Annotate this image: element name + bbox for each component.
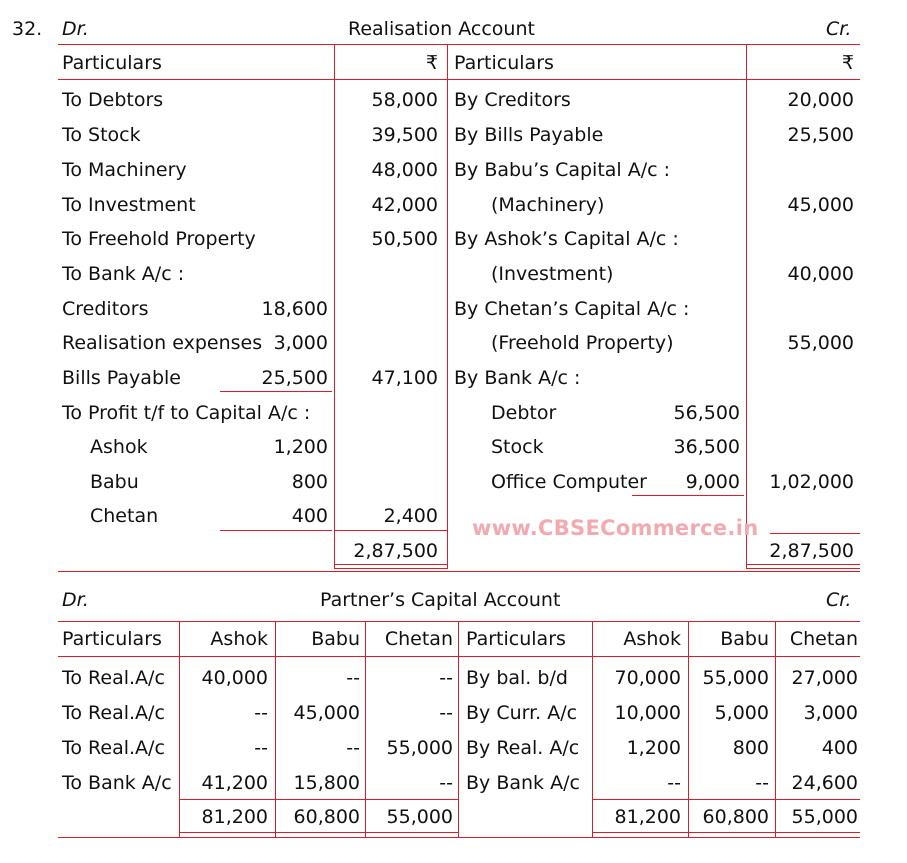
total-double-rule [746,564,860,565]
dr-row-amount: 42,000 [371,194,438,216]
table-cell: By Curr. A/c [466,702,578,724]
table-cell: -- [439,702,453,724]
subtotal-rule [220,391,332,392]
dr-row-amount: 2,400 [383,505,438,527]
column-header: Babu [311,628,360,650]
dr-row-amount: 48,000 [371,159,438,181]
table-cell: To Real.A/c [62,737,165,759]
table-cell: 70,000 [614,667,681,689]
dr-row-inner-amount: 3,000 [273,332,328,354]
dr-row-amount: 47,100 [371,367,438,389]
cr-row-label: Debtor [491,402,557,424]
column-header: Chetan [789,628,858,650]
table-cell: 55,000 [702,667,769,689]
cr-row-label: (Machinery) [491,194,605,216]
table-cell: 15,800 [293,772,360,794]
watermark: www.CBSECommerce.in [472,516,759,540]
question-number: 32. [12,18,43,40]
cr-row-label: (Freehold Property) [491,332,674,354]
total-cell: 60,800 [293,806,360,828]
dr-row-label: To Debtors [62,89,164,111]
dr-row-amount: 39,500 [371,124,438,146]
table-cell: 40,000 [201,667,268,689]
dr-row-label: Bills Payable [62,367,181,389]
column-header-particulars: Particulars [454,52,554,74]
table-cell: -- [439,667,453,689]
cr-row-label: By Chetan’s Capital A/c : [454,298,690,320]
total-top-rule [334,530,447,531]
column-divider [334,44,335,569]
column-header: Ashok [623,628,681,650]
dr-label: Dr. [62,18,89,40]
total-double-rule [746,568,860,569]
column-header: Babu [720,628,769,650]
total-top-rule [592,799,860,800]
dr-row-label: Ashok [90,436,148,458]
cr-row-label: (Investment) [491,263,614,285]
cr-row-inner-amount: 36,500 [673,436,740,458]
table-cell: 800 [732,737,769,759]
dr-row-label: Realisation expenses [62,332,263,354]
total-top-rule [770,533,860,534]
column-divider [458,621,459,838]
dr-row-amount: 58,000 [371,89,438,111]
table-cell: 10,000 [614,702,681,724]
header-bottom-rule [58,79,860,80]
column-header-amount: ₹ [841,52,854,74]
account-title: Partner’s Capital Account [320,589,561,611]
cr-row-amount: 40,000 [787,263,854,285]
table-cell: -- [254,702,268,724]
dr-row-label: Babu [90,471,139,493]
table-cell: By Real. A/c [466,737,580,759]
dr-row-inner-amount: 800 [291,471,328,493]
table-cell: -- [755,772,769,794]
table-bottom-rule [58,837,860,838]
cr-row-inner-amount: 9,000 [685,471,740,493]
dr-row-label: To Stock [62,124,141,146]
cr-row-amount: 25,500 [787,124,854,146]
table-cell: 55,000 [386,737,453,759]
total-cell: 55,000 [386,806,453,828]
total-cell: 81,200 [614,806,681,828]
cr-row-amount: 45,000 [787,194,854,216]
cr-row-amount: 55,000 [787,332,854,354]
dr-row-label: To Investment [62,194,196,216]
account-title: Realisation Account [348,18,535,40]
cr-row-amount: 20,000 [787,89,854,111]
dr-row-inner-amount: 400 [291,505,328,527]
dr-row-amount: 50,500 [371,228,438,250]
dr-row-label: Creditors [62,298,149,320]
dr-row-label: To Machinery [62,159,187,181]
table-cell: -- [439,772,453,794]
dr-row-label: To Bank A/c : [62,263,185,285]
table-cell: 1,200 [626,737,681,759]
column-header-particulars: Particulars [62,52,162,74]
column-header-amount: ₹ [425,52,438,74]
table-cell: To Real.A/c [62,667,165,689]
table-cell: 27,000 [791,667,858,689]
dr-total: 2,87,500 [353,540,438,562]
table-cell: To Bank A/c [62,772,172,794]
dr-label: Dr. [62,589,89,611]
table-cell: To Real.A/c [62,702,165,724]
cr-row-amount: 1,02,000 [769,471,854,493]
column-header: Ashok [210,628,268,650]
table-cell: 41,200 [201,772,268,794]
column-divider [447,44,448,569]
table-cell: -- [346,737,360,759]
table-cell: By bal. b/d [466,667,568,689]
cr-total: 2,87,500 [769,540,854,562]
dr-row-label: To Profit t/f to Capital A/c : [62,402,311,424]
cr-label: Cr. [826,18,852,40]
table-cell: By Bank A/c [466,772,580,794]
column-header: Particulars [62,628,162,650]
header-top-rule [58,44,860,45]
table-cell: 5,000 [714,702,769,724]
cr-row-label: By Creditors [454,89,571,111]
dr-row-inner-amount: 18,600 [261,298,328,320]
cr-row-label: By Ashok’s Capital A/c : [454,228,679,250]
total-double-rule [592,832,860,833]
dr-row-inner-amount: 25,500 [261,367,328,389]
total-top-rule [179,799,458,800]
table-cell: -- [346,667,360,689]
cr-row-label: By Bank A/c : [454,367,581,389]
dr-row-inner-amount: 1,200 [273,436,328,458]
column-header: Chetan [384,628,453,650]
dr-row-label: Chetan [90,505,159,527]
table-cell: 24,600 [791,772,858,794]
cr-row-label: By Bills Payable [454,124,604,146]
table-cell: -- [667,772,681,794]
total-double-rule [179,832,458,833]
table-cell: 400 [821,737,858,759]
column-divider [746,44,747,569]
dr-row-label: To Freehold Property [62,228,256,250]
cr-row-inner-amount: 56,500 [673,402,740,424]
cr-row-label: Office Computer [491,471,647,493]
subtotal-rule [632,495,744,496]
table-bottom-rule [58,571,860,572]
cr-label: Cr. [826,589,852,611]
subtotal-rule [220,530,332,531]
total-double-rule [334,564,447,565]
table-cell: 3,000 [803,702,858,724]
table-cell: 45,000 [293,702,360,724]
total-cell: 55,000 [791,806,858,828]
column-header: Particulars [466,628,566,650]
total-cell: 81,200 [201,806,268,828]
cr-row-label: By Babu’s Capital A/c : [454,159,671,181]
total-double-rule [334,568,447,569]
cr-row-label: Stock [491,436,544,458]
total-cell: 60,800 [702,806,769,828]
table-cell: -- [254,737,268,759]
